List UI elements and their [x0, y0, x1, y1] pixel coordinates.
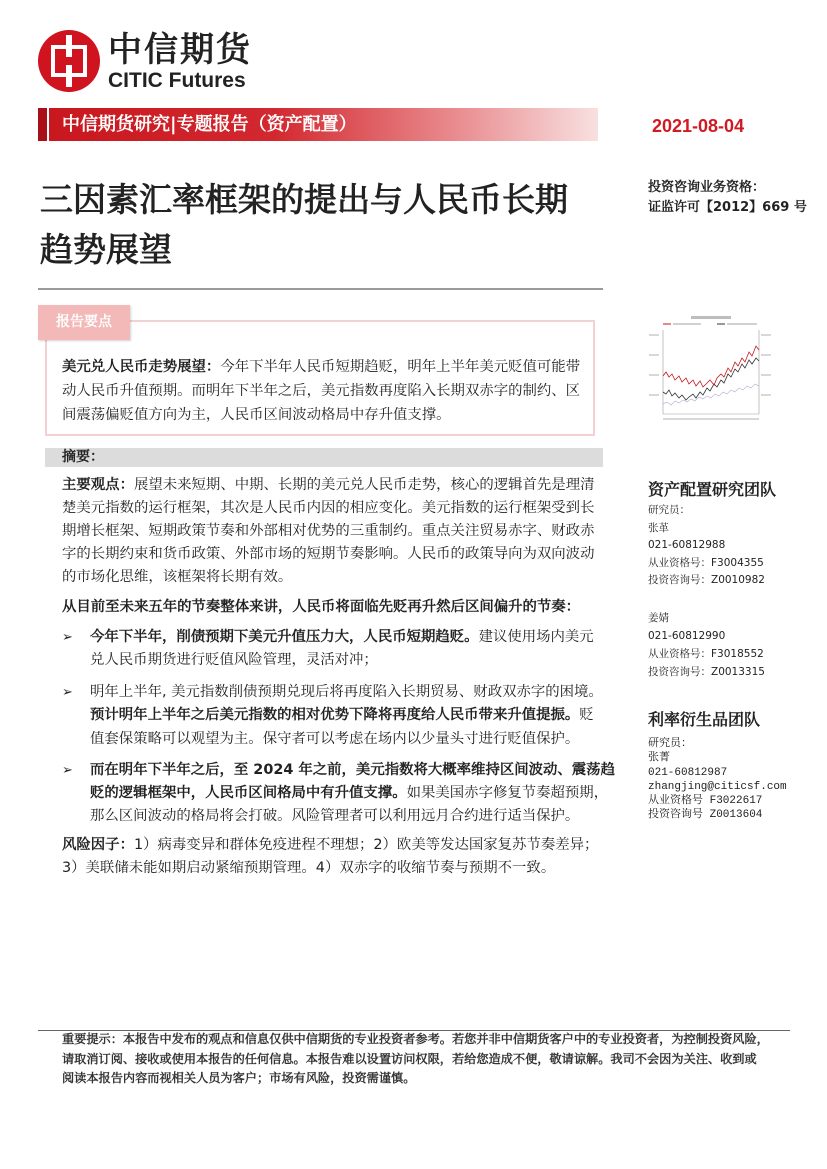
highlights-line-3: 间震荡偏贬值方向为主，人民币区间波动格局中存升值支撑。 — [62, 407, 451, 423]
chart-title-mark — [691, 316, 731, 319]
main-viewpoint-paragraph — [62, 474, 610, 589]
rhythm-statement-line — [62, 596, 610, 619]
researcher-consult-no: 投资咨询号：Z0010982 — [648, 574, 765, 586]
bullet-2-emphasis: 预计明年上半年之后美元指数的相对优势下降将再度给人民币带来升值提振。 — [90, 707, 580, 723]
bullet-3-emphasis-1: 而在明年下半年之后，至 2024 年之前，美元指数将大概率维持区间波动、震荡趋 — [90, 761, 615, 778]
bullet-3-line-2-text: 如果美国赤字修复节奏超预期， — [406, 784, 609, 801]
usd-index-chart-image — [647, 314, 773, 426]
citic-logo-icon — [38, 30, 100, 92]
bullet-2-line-2 — [90, 704, 622, 728]
researcher-name: 姜婧 — [648, 612, 669, 624]
team-1-member-2 — [648, 609, 823, 681]
qualification-license: 证监许可【2012】669 号 — [648, 200, 807, 215]
main-viewpoint-line-2: 楚美元指数的运行框架，其次是人民币内因的相应变化。美元指数的运行框架受到长 — [62, 499, 595, 516]
main-viewpoint-line-3: 期增长框架、短期政策节奏和外部相对优势的三重制约。重点关注贸易赤字、财政赤 — [62, 522, 595, 539]
abstract-heading-bar — [45, 448, 603, 467]
researcher-phone: 021-60812987 — [648, 766, 728, 779]
bullet-item-1 — [62, 626, 622, 672]
report-title-line-2: 趋势展望 — [40, 230, 172, 269]
disclaimer-line-1: 重要提示：本报告中发布的观点和信息仅供中信期货的专业投资者参考。若您并非中信期货客户中的专业投资者，为控制投资风险， — [62, 1032, 769, 1046]
disclaimer-footer — [62, 1030, 782, 1089]
bullet-2-line-2-text: 贬 — [579, 707, 594, 723]
brand-name-en: CITIC Futures — [108, 69, 246, 92]
usd-index-chart-figure — [647, 314, 773, 426]
arrow-bullet-icon: ➢ — [62, 762, 73, 778]
risk-factors-line-1 — [62, 834, 610, 857]
qualification-block — [648, 178, 823, 218]
abstract-heading: 摘要： — [62, 449, 104, 465]
main-viewpoint-line-1 — [62, 474, 610, 497]
team-title-rate-derivatives: 利率衍生品团队 — [648, 710, 761, 729]
report-type-label: 中信期货研究|专题报告（资产配置） — [62, 114, 357, 135]
risk-factors-line-2: 3）美联储未能如期启动紧缩预期管理。4）双赤字的收缩节奏与预期不一致。 — [62, 859, 556, 876]
report-date: 2021-08-04 — [652, 116, 745, 136]
bullet-1-line-1-text: 建议使用场内美元 — [478, 628, 594, 645]
bullet-3-line-2 — [90, 782, 622, 805]
disclaimer-line-2: 请取消订阅、接收或使用本报告的任何信息。本报告难以设置访问权限，若给您造成不便，敬请谅解。我司不会因为关注、收到或 — [62, 1051, 757, 1066]
risk-factors — [62, 834, 610, 880]
highlights-line-2: 动人民币升值预期。而明年下半年之后，美元指数再度陷入长期双赤字的制约、区 — [62, 383, 581, 399]
risk-factors-lead: 风险因子： — [62, 836, 134, 853]
report-type-banner — [38, 108, 598, 141]
researcher-consult-no: 投资咨询号：Z0013315 — [648, 666, 765, 678]
bullet-1-line-1 — [90, 626, 622, 649]
team-1-member-1 — [648, 502, 823, 590]
highlights-tab: 报告要点 — [38, 305, 130, 340]
researcher-email: zhangjing@citicsf.com — [648, 780, 787, 793]
researcher-phone: 021-60812990 — [648, 630, 726, 642]
brand-name-cn: 中信期货 — [108, 30, 252, 70]
bullet-item-3 — [62, 759, 622, 828]
main-viewpoint-line-1-text: 展望未来短期、中期、长期的美元兑人民币走势，核心的逻辑首先是理清 — [133, 476, 595, 493]
bullet-2-line-3: 值套保策略可以观望为主。保守者可以考虑在场内以少量头寸进行贬值保护。 — [90, 730, 580, 747]
researcher-name: 张革 — [648, 521, 669, 534]
main-viewpoint-line-4: 字的长期约束和货币政策、外部市场的短期节奏影响。人民币的政策导向为双向波动 — [62, 545, 595, 562]
report-title — [40, 175, 610, 275]
bullet-3-emphasis-2: 贬的逻辑框架中，人民币区间格局中有升值支撑。 — [90, 784, 407, 801]
bullet-3-line-1 — [90, 759, 622, 782]
bullet-item-2 — [62, 681, 622, 752]
researcher-qualification-no: 从业资格号：F3018552 — [648, 648, 764, 660]
bullet-1-line-2: 兑人民币期货进行贬值风险管理，灵活对冲； — [90, 651, 378, 668]
main-viewpoint-line-5: 的市场化思维，该框架将长期有效。 — [62, 568, 293, 585]
researcher-qualification-no: 从业资格号：F3004355 — [648, 556, 764, 569]
researcher-role-label: 研究员： — [648, 504, 690, 516]
researcher-phone: 021-60812988 — [648, 539, 726, 551]
researcher-name: 张菁 — [648, 752, 670, 765]
report-title-line-1: 三因素汇率框架的提出与人民币长期 — [40, 180, 568, 219]
citic-logo — [38, 30, 100, 92]
qualification-label: 投资咨询业务资格： — [648, 180, 766, 195]
highlights-line-1 — [62, 355, 592, 379]
bullet-1-emphasis: 今年下半年，削债预期下美元升值压力大，人民币短期趋贬。 — [90, 628, 479, 645]
team-2-member-1 — [648, 737, 823, 823]
researcher-role-label: 研究员： — [648, 738, 692, 750]
arrow-bullet-icon: ➢ — [62, 684, 73, 700]
researcher-qualification-no: 从业资格号 F3022617 — [648, 795, 763, 808]
researcher-consult-no: 投资咨询号 Z0013604 — [648, 809, 763, 822]
main-viewpoint-lead: 主要观点： — [62, 476, 134, 493]
disclaimer-line-3: 阅读本报告内容而视相关人员为客户；市场有风险，投资需谨慎。 — [62, 1071, 416, 1085]
title-divider — [38, 288, 603, 290]
arrow-bullet-icon: ➢ — [62, 629, 73, 645]
risk-factors-line-1-text: 1）病毒变异和群体免疫进程不理想；2）欧美等发达国家复苏节奏差异； — [133, 836, 599, 853]
team-title-asset-allocation: 资产配置研究团队 — [648, 480, 777, 499]
highlights-lead: 美元兑人民币走势展望： — [62, 359, 221, 375]
rhythm-statement-text: 从目前至未来五年的节奏整体来讲，人民币将面临先贬再升然后区间偏升的节奏： — [62, 598, 581, 615]
highlights-text — [62, 355, 592, 427]
highlights-line-1-text: 今年下半年人民币短期趋贬，明年上半年美元贬值可能带 — [220, 359, 581, 375]
bullet-2-line-1: 明年上半年, 美元指数削债预期兑现后将再度陷入长期贸易、财政双赤字的困境。 — [90, 683, 603, 700]
rhythm-statement — [62, 596, 610, 619]
bullet-3-line-3: 那么区间波动的格局将会打破。风险管理者可以利用远月合约进行适当保护。 — [90, 807, 580, 824]
